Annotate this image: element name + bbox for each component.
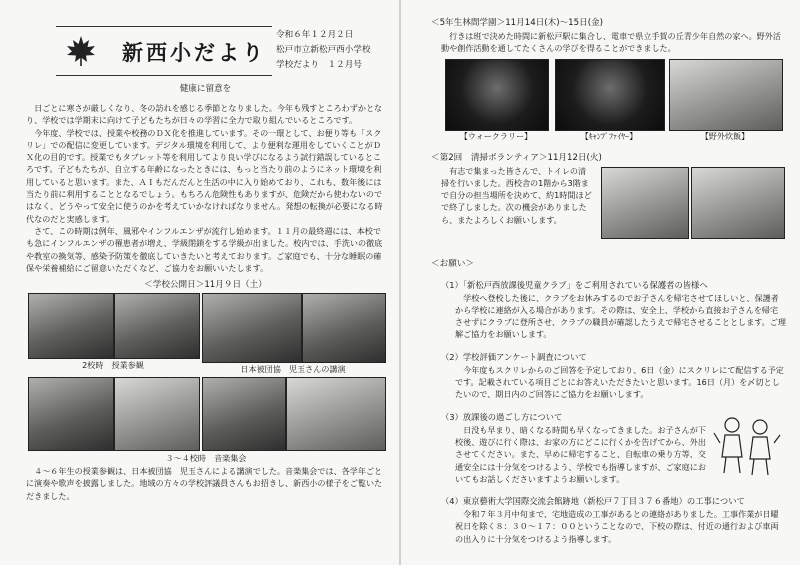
open-day-paragraph: ４～６年生の授業参観は、日本被団協 児玉さんによる講演でした。音楽集会では、各学年ごとに演奏や歌声を披露しました。地域の方々の学校評議員さんもお招きし、新西小の様子をご覧いただきました。: [26, 466, 383, 501]
lecture-photo: [302, 293, 386, 363]
article-heading: 健康に留意を: [179, 84, 232, 94]
photo-caption: 【ｷｬﾝﾌﾟﾌｧｲﾔｰ】: [580, 130, 638, 141]
open-day-caption: ＜学校公開日＞11月９日（土）: [144, 280, 267, 291]
notice-title-4: （4）東京藝術大学国際交流会館跡地（新松戸７丁目３７６番地）の工事について: [441, 496, 745, 507]
maple-leaf-icon: [64, 34, 98, 68]
outdoor-cooking-photo: [669, 59, 783, 131]
camp-body: 行きは班で決めた時間に新松戸駅に集合し、電車で県立手賀の丘青少年自然の家へ。野外活動や創作活動を通してたくさんの学びを得ることができました。: [441, 31, 781, 54]
camp-photos: [431, 59, 786, 151]
cleaning-photo: [691, 167, 785, 239]
children-illustration: [712, 413, 782, 477]
music-assembly-photo: [202, 377, 286, 451]
notice-title-3: （3）放課後の過ごし方について: [441, 411, 563, 422]
notice-3-wrap: [431, 411, 786, 485]
school-name: 松戸市立新松戸西小学校: [276, 45, 371, 55]
classroom-photo: [28, 293, 114, 359]
intro-paragraph: 日ごとに寒さが厳しくなり、冬の訪れを感じる季節となりました。今年も残すところわずかとなり、学校では学期末に向けて子どもたちが日々の学習に全力で取り組んでいるところです。: [26, 103, 383, 126]
notice-body-3: 日没も早まり、暗くなる時間も早くなってきました。お子さんが下校後、遊びに行く際は、お家の方にどこに行くかを告げてから、外出させてください。また、早めに帰宅すること、自転車の乗り方等、交通安全には十分気をつけるよう、学校でも指導しますが、ご家庭においてもお話しくださいますようお願いします。: [455, 424, 706, 484]
issue-info: [276, 28, 371, 73]
music-assembly-photo: [114, 377, 200, 451]
camp-heading: ＜5年生林間学園＞11月14日(木)～15日(金): [431, 18, 603, 28]
volunteer-body: 有志で集まった皆さんで、トイレの清掃を行いました。西校舎の1階から3階まで自分の担当場所を決めて、約1時間ほどで終了しました。次の機会がありましたら、またよろしくお願いします。: [441, 165, 592, 225]
photo-caption: 2校時 授業参観: [82, 360, 144, 371]
photo-caption: ３～４校時 音楽集会: [165, 453, 247, 464]
newsletter-title: 新西小だより: [122, 40, 266, 65]
campfire-photo: [555, 59, 665, 131]
notice-title-2: （2）学校評価アンケート調査について: [441, 351, 587, 362]
issue-number: 学校だより １２月号: [276, 60, 362, 70]
volunteer-heading: ＜第2回 清掃ボランティア＞11月12日(火): [431, 152, 602, 163]
notice-title-1: （1）「新松戸西放課後児童クラブ」をご利用されている保護者の皆様へ: [441, 279, 708, 290]
music-assembly-photo: [286, 377, 386, 451]
issue-date: 令和６年１２月２日: [276, 30, 354, 40]
notice-body-2: 今年度もスクリレからのご回答を予定しており、6日（金）にスクリレにて配信する予定です。記載されている項目ごとにお答えいただきたいと思います。16日（月）を〆切としたいので、期日内のご回答にご協力をお願いします。: [455, 364, 784, 400]
dx-paragraph: 今年度、学校では、授業や校務のＤＸ化を推進しています。その一環として、お便り等も「スクリレ」での配信に変更しています。デジタル環境を利用して、より便利な運用をしていくことがＤＸ化の目的です。授業でもタブレット等を利用してより良い学びになるよう試行錯誤しているところです。子どもたちが、自立する年齢になったときには、もっと当たり前のようにネット環境を利用していると思います。また、ＡＩもだんだんと生活の中に入り始めており、これも、数年後には当たり前に利用することとなるでしょう。もちろん危険性もありますが、危険だから使わないのではなく、どうやって安全に使うのかを考えていかなければなりません。発想の転換が必要になる時代なのだと実感します。: [26, 127, 383, 224]
classroom-photo: [114, 293, 200, 359]
photo-caption: 日本被団協 児玉さんの講演: [240, 364, 346, 375]
cleaning-photo: [601, 167, 689, 239]
newsletter-header: [26, 10, 385, 70]
photo-caption: 【野外炊飯】: [700, 130, 750, 141]
music-assembly-photo: [28, 377, 114, 451]
left-page: [0, 0, 399, 565]
volunteer-section: [431, 151, 786, 243]
notice-body-1: 学校へ登校した後に、クラブをお休みするのでお子さんを帰宅させてほしいと、保護者から学校に連絡が入る場合があります。その際は、安全上、学校から直接お子さんを帰宅させずにクラブに登所させ、クラブの職員が確認したうえで帰宅させることとします。ご理解ご協力をお願いします。: [455, 292, 786, 340]
open-day-photos: [26, 293, 385, 489]
title-box: [56, 26, 272, 76]
lecture-photo: [202, 293, 302, 363]
right-page: [401, 0, 800, 565]
notice-heading: ＜お願い＞: [431, 258, 474, 269]
photo-caption: 【ウォークラリー】: [459, 130, 533, 141]
notice-body-4: 令和７年３月中旬まで、宅地造成の工事があるとの連絡がありました。工事作業が日曜祝日を除く８：３０～１７：００ということなので、下校の際は、付近の通行および車両の出入りに十分気をつけるよう指導します。: [455, 509, 779, 544]
walk-rally-photo: [445, 59, 549, 131]
flu-paragraph: さて、この時期は例年、風邪やインフルエンザが流行し始めます。１１月の最終週には、本校でも急にインフルエンザの罹患者が増え、学級閉鎖をする学級が出ました。校内では、手洗いの徹底や教室の換気等、感染予防策を徹底していきたいと考えております。ご家庭でも、十分な睡眠の確保や栄養補給にご留意いただくなど、ご協力をお願いいたします。: [26, 225, 383, 273]
